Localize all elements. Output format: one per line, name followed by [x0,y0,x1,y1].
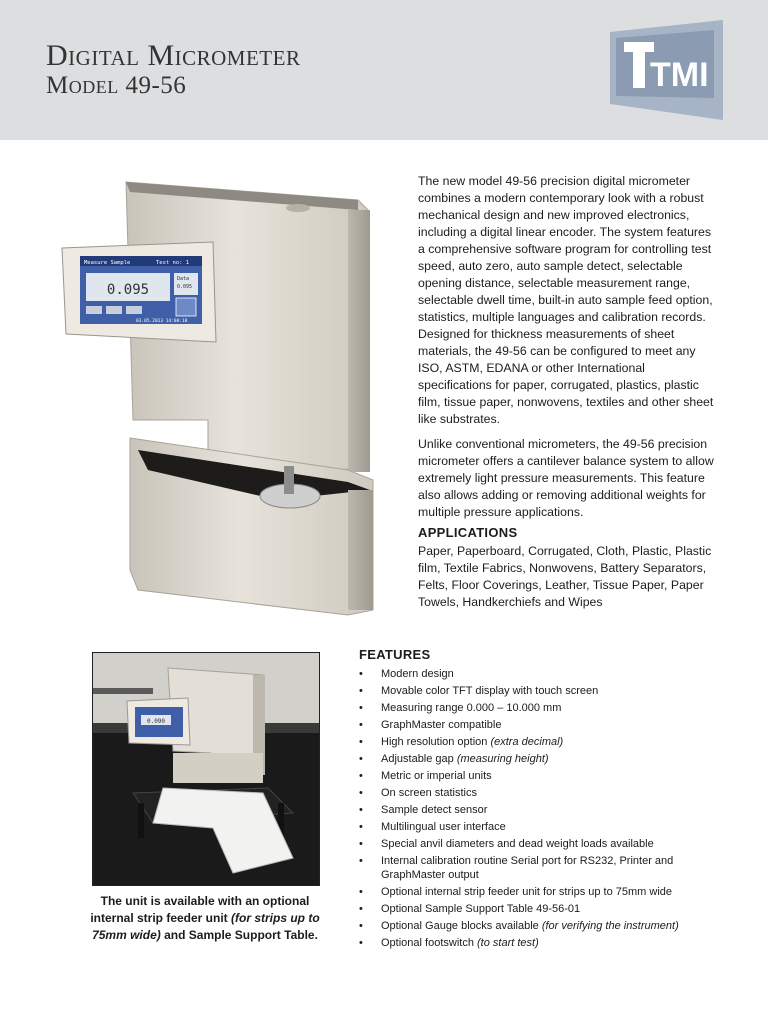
caption-italic: (for strips up to 75mm wide) [92,911,320,942]
feature-item: • Measuring range 0.000 – 10.000 mm [359,701,729,715]
applications-text: Paper, Paperboard, Corrugated, Cloth, Plastic, Plastic film, Textile Fabrics, Nonwovens, Battery Separators, Felts, Floor Coverings, Leather, Tissue Paper, Paper Towels, Handkerchiefs and Wipes [418,544,712,609]
logo-text: TMI [650,56,709,94]
feature-item: • Adjustable gap (measuring height) [359,752,729,766]
features-heading: FEATURES [359,647,431,662]
feature-item: • Special anvil diameters and dead weight loads available [359,837,729,851]
strip-feeder-photo [92,652,320,886]
feature-item: • Optional internal strip feeder unit for strips up to 75mm wide [359,885,729,899]
features-list [359,667,729,953]
intro-paragraph-2: Unlike conventional micrometers, the 49-56 precision micrometer offers a cantilever balance system to allow extremely light pressure measurements. This feature also allows adding or removing additional weights for multiple pressure applications. [418,437,714,519]
tmi-logo [610,20,725,120]
feature-item: • Metric or imperial units [359,769,729,783]
header-band [0,0,768,140]
feature-item: • Optional Gauge blocks available (for verifying the instrument) [359,919,729,933]
title-line-2: Model 49-56 [46,72,187,99]
screen-title: Measure Sample [84,260,131,266]
title-line-1: Digital Micrometer [46,39,301,72]
page-title [46,40,300,100]
intro-text [418,173,718,529]
caption-part-2: and Sample Support Table. [160,928,318,942]
feature-item: • Optional Sample Support Table 49-56-01 [359,902,729,916]
small-screen-value: 0.090 [146,718,166,725]
feature-item: • Sample detect sensor [359,803,729,817]
applications-heading: APPLICATIONS [418,525,518,540]
photo-caption [80,893,330,944]
feature-item: • Modern design [359,667,729,681]
screen-value: 0.095 [106,282,150,298]
micrometer-photo [58,170,398,620]
screen-status: 03.05.2013 14:08:18 [136,319,188,324]
intro-paragraph-1: The new model 49-56 precision digital micrometer combines a modern contemporary look with a robust mechanical design and new improved electronics, including a digital linear encoder. The system features a comprehensive software program for controlling test speed, auto zero, auto sample detect, selectable opening distance, selectable measurement range, selectable dwell time, built-in auto sample feed option, statistics, multiple languages and calibration records. Designed for thickness measurements of sheet materials, the 49-56 can be configured to meet any ISO, ASTM, EDANA or other International specifications for paper, corrugated, plastics, plastic film, tissue paper, nonwovens, textiles and other sheet like substrates. [418,174,714,426]
screen-side-value: 0.095 [177,284,193,290]
screen-test-no: Test no: 1 [156,260,190,266]
feature-item: • GraphMaster compatible [359,718,729,732]
feature-item: • Multilingual user interface [359,820,729,834]
feature-item: • On screen statistics [359,786,729,800]
caption-part-1: The unit is available with an optional internal strip feeder unit [90,894,310,925]
touch-display [62,242,216,342]
feature-item: • High resolution option (extra decimal) [359,735,729,749]
feature-item: • Optional footswitch (to start test) [359,936,729,950]
feature-item: • Internal calibration routine Serial port for RS232, Printer and GraphMaster output [359,854,729,882]
screen-side-label: Data [177,276,190,282]
feature-item: • Movable color TFT display with touch screen [359,684,729,698]
